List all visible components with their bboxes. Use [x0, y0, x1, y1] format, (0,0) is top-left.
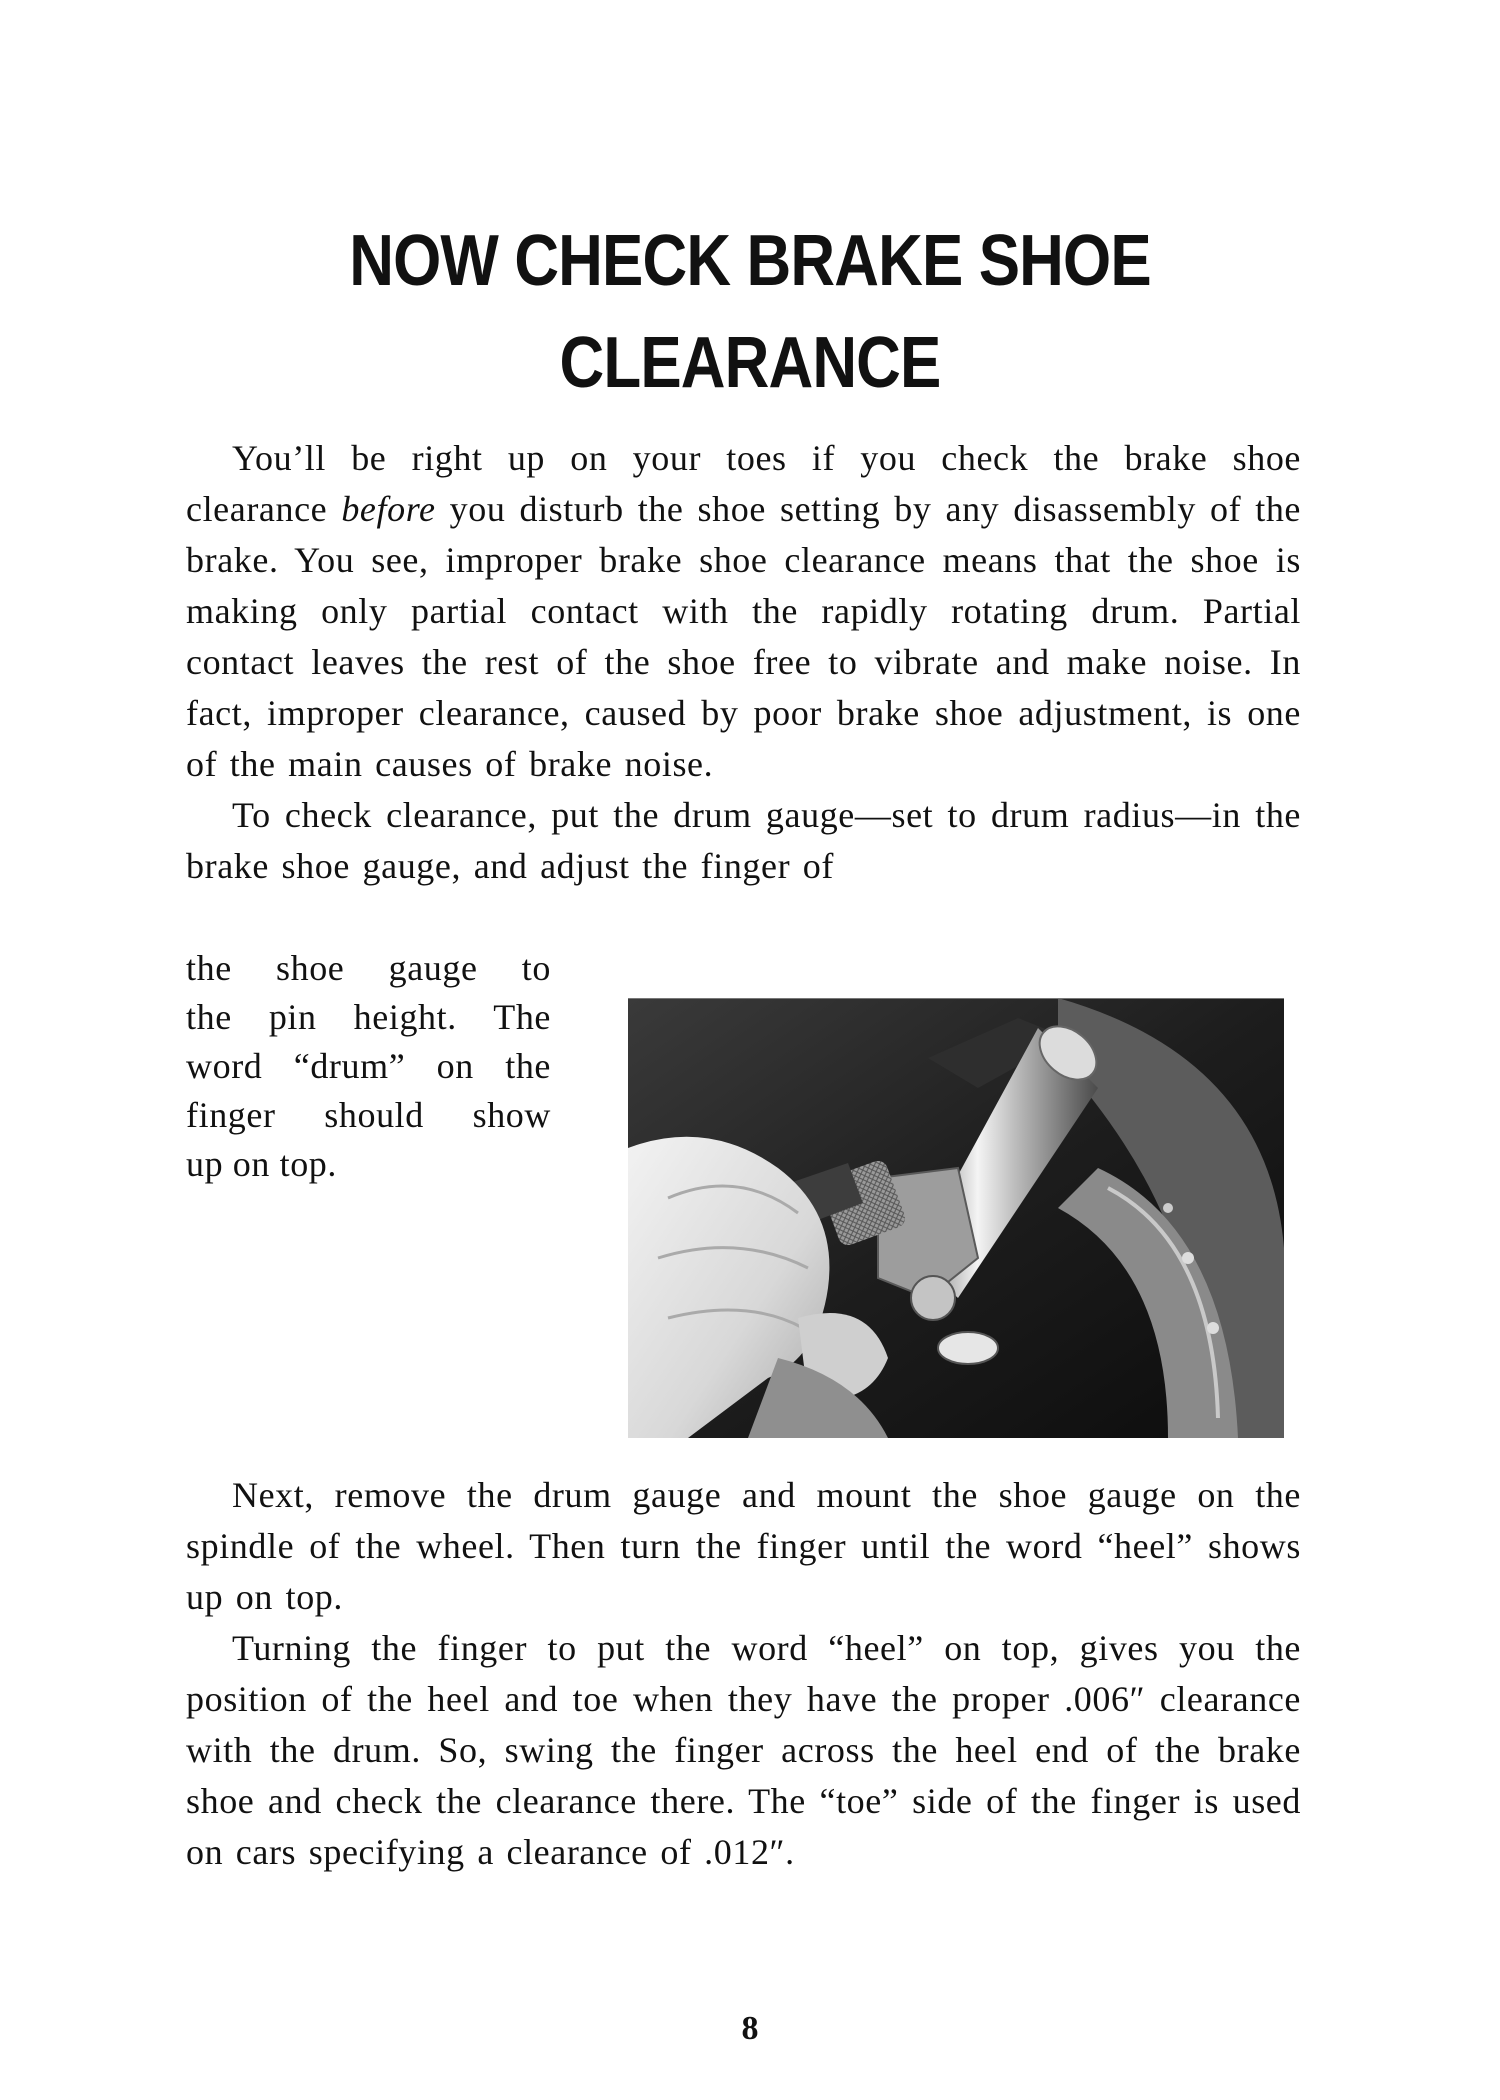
page-title	[268, 210, 1231, 414]
side-line: up on top.	[186, 1144, 338, 1184]
side-line: finger should show	[186, 1095, 551, 1135]
gauge-illustration	[628, 998, 1284, 1438]
intro-emphasis: before	[341, 489, 436, 529]
turning-paragraph: Turning the finger to put the word “heel” on top, gives you the position of the heel and toe when they have the proper .006″ clearance with the drum. So, swing the finger across the heel end of the brake shoe and check the clearance there. The “toe” side of the finger is used on cars specifying a clearance of .012″.	[186, 1628, 1301, 1872]
side-line: word “drum” on the	[186, 1046, 551, 1086]
next-paragraph: Next, remove the drum gauge and mount the shoe gauge on the spindle of the wheel. Then turn the finger until the word “heel” shows up on top.	[186, 1475, 1301, 1617]
intro-paragraph	[186, 433, 1301, 790]
side-line: the pin height. The	[186, 997, 551, 1037]
check-paragraph: To check clearance, put the drum gauge—set to drum radius—in the brake shoe gauge, and adjust the finger of	[186, 795, 1301, 886]
lower-text-block	[186, 1470, 1301, 1878]
brake-shoe-gauge-photo	[628, 998, 1284, 1438]
page-title-line-1: NOW CHECK BRAKE SHOE	[349, 221, 1151, 301]
page-number: 8	[741, 2010, 759, 2047]
side-line: the shoe gauge to	[186, 948, 551, 988]
page-title-line-2: CLEARANCE	[559, 323, 941, 403]
check-paragraph-continued	[186, 944, 551, 1189]
intro-text-part-2: you disturb the shoe setting by any disassembly of the brake. You see, improper brake shoe clearance means that the shoe is making only partial contact with the rapidly rotating drum. Partial contact leaves the rest of the shoe free to vibrate and make noise. In fact, improper clearance, caused by poor brake shoe adjustment, is one of the main causes of brake noise.	[186, 489, 1301, 784]
intro-text-part-1: You’ll be right up on your toes if you check the brake shoe clearance	[186, 438, 1301, 529]
upper-text-block	[186, 433, 1301, 892]
